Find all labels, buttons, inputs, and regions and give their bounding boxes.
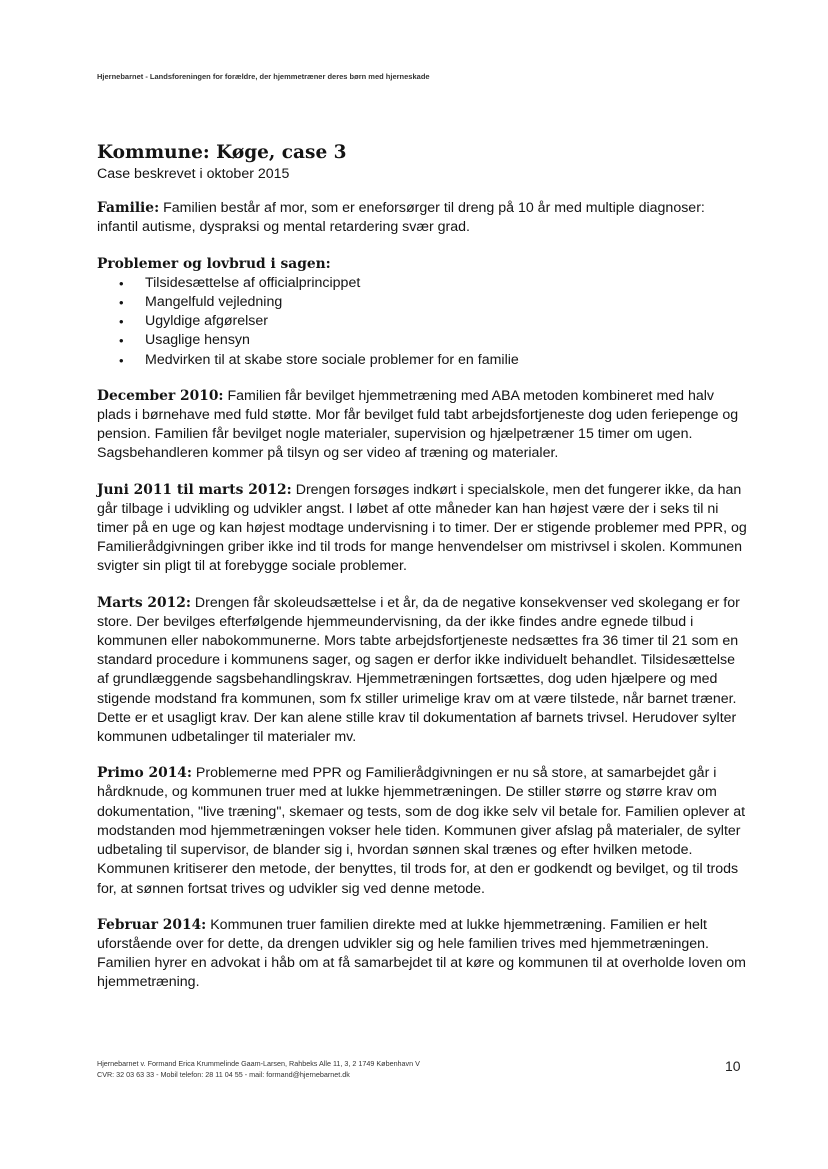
footer-contact: CVR: 32 03 63 33 - Mobil telefon: 28 11 04 55 - mail: formand@hjernebarnet.dk xyxy=(97,1070,350,1079)
section-marts-2012 xyxy=(97,594,747,748)
section-label: Februar 2014: xyxy=(97,916,207,933)
page-subtitle: Case beskrevet i oktober 2015 xyxy=(97,166,290,182)
list-item: • Medvirken til at skabe store sociale problemer for en familie xyxy=(145,351,747,370)
section-label: Juni 2011 til marts 2012: xyxy=(97,481,292,498)
list-item: • Tilsidesættelse af officialprincippet xyxy=(145,274,747,293)
problems-list xyxy=(97,274,747,370)
section-text: Problemerne med PPR og Familierådgivningen er nu så store, at samarbejdet går i hårdknude, og kommunen truer med at lukke hjemmetræningen. De stiller større og større krav om dokumentation, "live træning", skemaer og tests, som de dog ikke selv vil betale for. Familien oplever at modstanden mod hjemmetræningen vokser hele tiden. Kommunen giver afslag på materialer, de sylter udbetaling til supervisor, de blander sig i, hvordan sønnen skal trænes og efter hvilken metode. Kommunen kritiserer den metode, der benyttes, til trods for, at den er godkendt og bevilget, og til trods for, at sønnen fortsat trives og udvikler sig ved denne metode. xyxy=(97,765,746,897)
list-item: • Ugyldige afgørelser xyxy=(145,312,747,331)
section-februar-2014 xyxy=(97,916,747,993)
organization-header: Hjernebarnet - Landsforeningen for forældre, der hjemmetræner deres børn med hjerneskade xyxy=(97,72,430,81)
section-juni-2011 xyxy=(97,481,747,577)
section-label: Marts 2012: xyxy=(97,594,191,611)
section-text: Kommunen truer familien direkte med at lukke hjemmetræning. Familien er helt uforstående over for dette, da drengen udvikler sig og hele familien trives med hjemmetræningen. Familien hyrer en advokat i håb om at få samarbejdet til at køre og kommunen til at overholde loven om hjemmetræning. xyxy=(97,916,747,991)
section-label: Primo 2014: xyxy=(97,765,192,782)
section-text: Drengen får skoleudsættelse i et år, da de negative konsekvenser ved skolegang er for store. Der bevilges efterfølgende hjemmeundervisning, da der ikke findes andre egnede tilbud i kommunen eller nabokommunerne. Mors tabte arbejdsfortjeneste nedsættes fra 36 timer til 21 som en standard procedure i kommunens sager, og sagen er derfor ikke individuelt behandlet. Tilsidesættelse af grundlæggende sagsbehandlingskrav. Hjemmetræningen fortsættes, dog uden hjælpere og med stigende modstand fra kommunen, som fx stiller urimelige krav om at være tilstede, når barnet træner. Dette er et usagligt krav. Der kan alene stille krav til dokumentation af barnets trivsel. Herudover sylter kommunen udbetalinger til materialer mv. xyxy=(97,594,740,746)
document-body xyxy=(97,141,747,1010)
section-primo-2014 xyxy=(97,764,747,898)
problems-heading: Problemer og lovbrud i sagen: xyxy=(97,255,331,272)
page-footer xyxy=(97,1058,420,1080)
family-label: Familie: xyxy=(97,200,160,217)
section-text: Familien får bevilget hjemmetræning med ABA metoden kombineret med halv plads i børnehave med fuld støtte. Mor får bevilget fuld tabt arbejdsfortjeneste dog uden feriepenge og pension. Familien får bevilget nogle materialer, supervision og hjælpetræner 15 timer om ugen. Sagsbehandleren kommer på tilsyn og ser video af træning og materialer. xyxy=(97,387,739,462)
section-label: December 2010: xyxy=(97,387,224,404)
section-text: Drengen forsøges indkørt i specialskole, men det fungerer ikke, da han går tilbage i udvikling og udvikler angst. I løbet af otte måneder kan han højest være der i seks til ni timer på en uge og kan højest modtage undervisning i to timer. Der er stigende problemer med PPR, og Familierådgivningen griber ikke ind til trods for mange henvendelser om mistrivsel i skolen. Kommunen svigter sin pligt til at forebygge sociale problemer. xyxy=(97,481,747,575)
list-item: • Usaglige hensyn xyxy=(145,331,747,350)
footer-address: Hjernebarnet v. Formand Erica Krummelinde Gaam-Larsen, Rahbeks Alle 11, 3, 2 1749 København V xyxy=(97,1059,420,1068)
page-number: 10 xyxy=(725,1058,741,1074)
list-item: • Mangelfuld vejledning xyxy=(145,293,747,312)
family-text: Familien består af mor, som er eneforsørger til dreng på 10 år med multiple diagnoser: infantil autisme, dyspraksi og mental retardering svær grad. xyxy=(97,200,705,236)
page-title: Kommune: Køge, case 3 xyxy=(97,142,347,163)
family-paragraph xyxy=(97,199,747,237)
section-december-2010 xyxy=(97,387,747,464)
